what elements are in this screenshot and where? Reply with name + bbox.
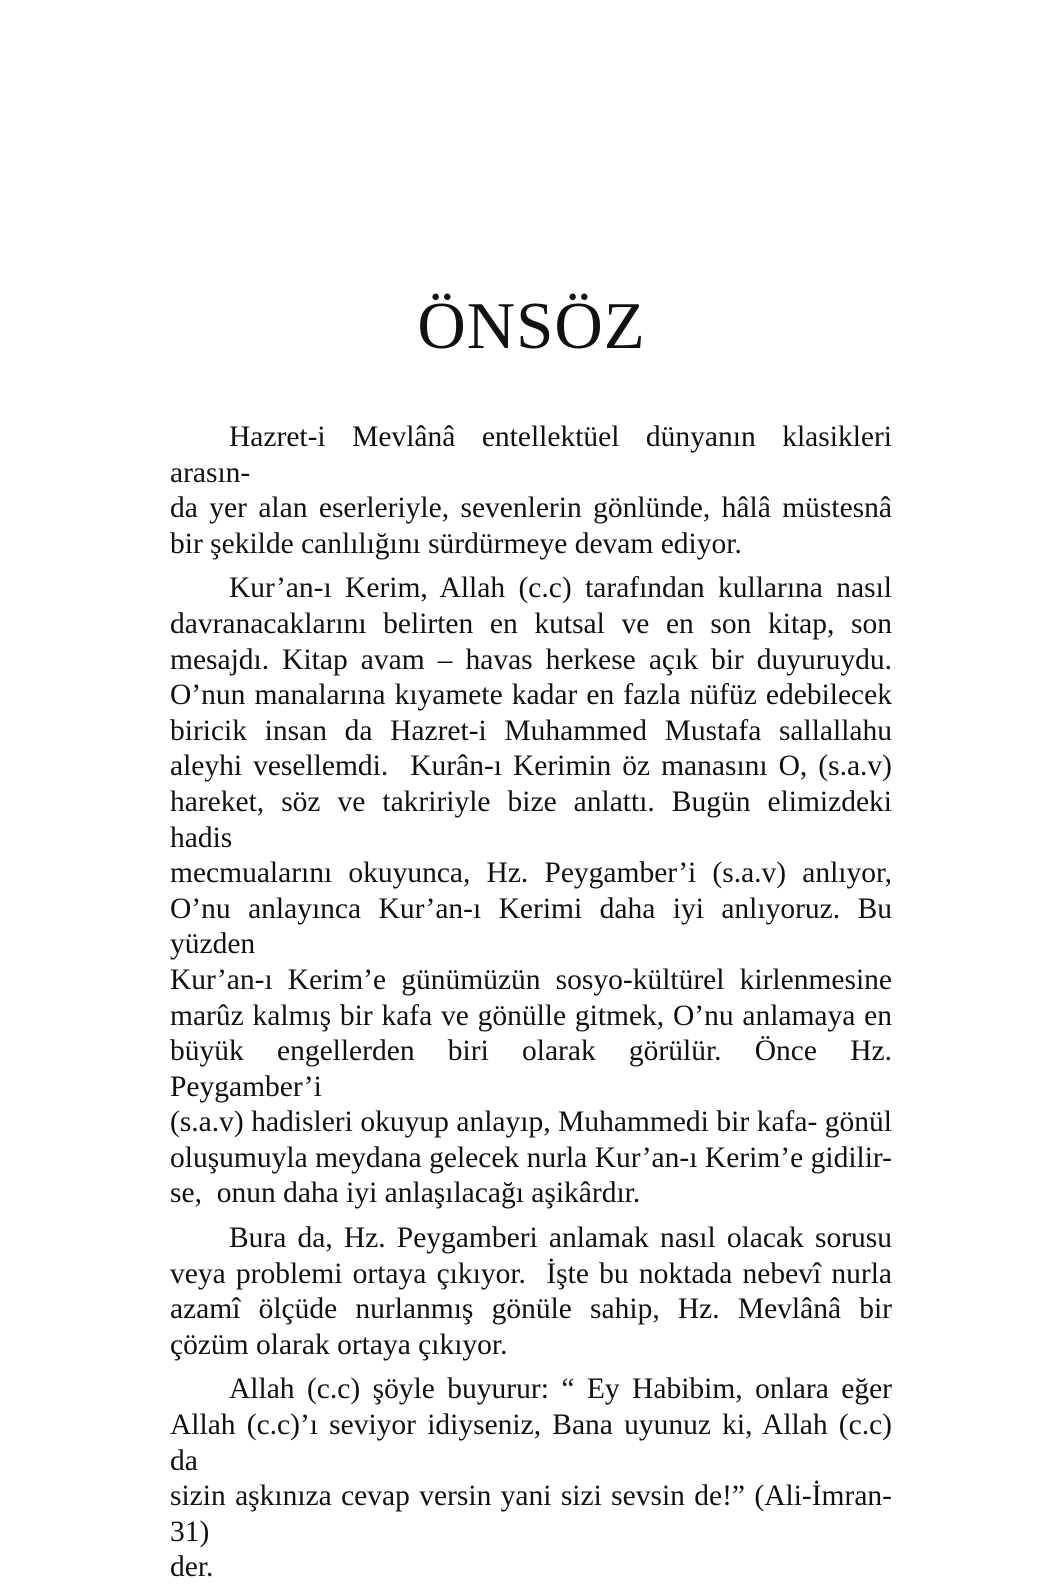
- paragraph: [170, 1372, 900, 1586]
- body-text-block: [170, 420, 900, 1586]
- text-line: Bura da, Hz. Peygamberi anlamak nasıl olacak sorusu: [229, 1222, 892, 1255]
- text-line: der.: [170, 1551, 214, 1584]
- text-line: büyük engellerden biri olarak görülür. Önce Hz. Peygamber’i: [170, 1035, 900, 1103]
- text-line: hareket, söz ve takririyle bize anlattı. Bugün elimizdeki hadis: [170, 785, 900, 854]
- paragraph: [170, 420, 900, 562]
- text-line: çözüm olarak ortaya çıkıyor.: [170, 1328, 508, 1361]
- text-line: Kur’an-ı Kerim, Allah (c.c) tarafından kullarına nasıl: [229, 572, 892, 605]
- text-line: O’nun manalarına kıyamete kadar en fazla nüfüz edebilecek: [170, 679, 892, 712]
- text-line: se, onun daha iyi anlaşılacağı aşikârdır.: [170, 1177, 641, 1210]
- text-line: bir şekilde canlılığını sürdürmeye devam ediyor.: [170, 527, 742, 560]
- text-line: Kur’an-ı Kerim’e günümüzün sosyo-kültürel kirlenmesine: [170, 963, 892, 996]
- paragraph: [170, 1221, 892, 1363]
- text-line: marûz kalmış bir kafa ve gönülle gitmek, O’nu anlamaya en: [170, 999, 892, 1032]
- text-line: Allah (c.c)’ı seviyor idiyseniz, Bana uyunuz ki, Allah (c.c) da: [170, 1409, 900, 1477]
- text-line: O’nu anlayınca Kur’an-ı Kerimi daha iyi anlıyoruz. Bu yüzden: [170, 892, 900, 961]
- text-line: mesajdı. Kitap avam – havas herkese açık bir duyuruydu.: [170, 643, 892, 676]
- text-line: veya problemi ortaya çıkıyor. İşte bu noktada nebevî nurla: [170, 1257, 892, 1290]
- text-line: azamî ölçüde nurlanmış gönüle sahip, Hz. Mevlânâ bir: [170, 1293, 892, 1326]
- text-line: davranacaklarını belirten en kutsal ve en son kitap, son: [170, 607, 892, 640]
- text-line: mecmualarını okuyunca, Hz. Peygamber’i (s.a.v) anlıyor,: [170, 857, 892, 890]
- text-line: da yer alan eserleriyle, sevenlerin gönlünde, hâlâ müstesnâ: [170, 492, 892, 525]
- text-line: (s.a.v) hadisleri okuyup anlayıp, Muhammedi bir kafa- gönül: [170, 1106, 892, 1139]
- text-line: aleyhi vesellemdi. Kurân-ı Kerimin öz manasını O, (s.a.v): [170, 750, 892, 783]
- page-title: ÖNSÖZ: [417, 288, 646, 363]
- paragraph: [170, 571, 900, 1212]
- text-line: biricik insan da Hazret-i Muhammed Mustafa sallallahu: [170, 714, 892, 747]
- text-line: sizin aşkınıza cevap versin yani sizi sevsin de!” (Ali-İmran-31): [170, 1480, 892, 1548]
- text-line: oluşumuyla meydana gelecek nurla Kur’an-ı Kerim’e gidilir-: [170, 1141, 892, 1174]
- text-line: Hazret-i Mevlânâ entellektüel dünyanın klasikleri arasın-: [170, 421, 900, 489]
- text-line: Allah (c.c) şöyle buyurur: “ Ey Habibim, onlara eğer: [229, 1373, 892, 1406]
